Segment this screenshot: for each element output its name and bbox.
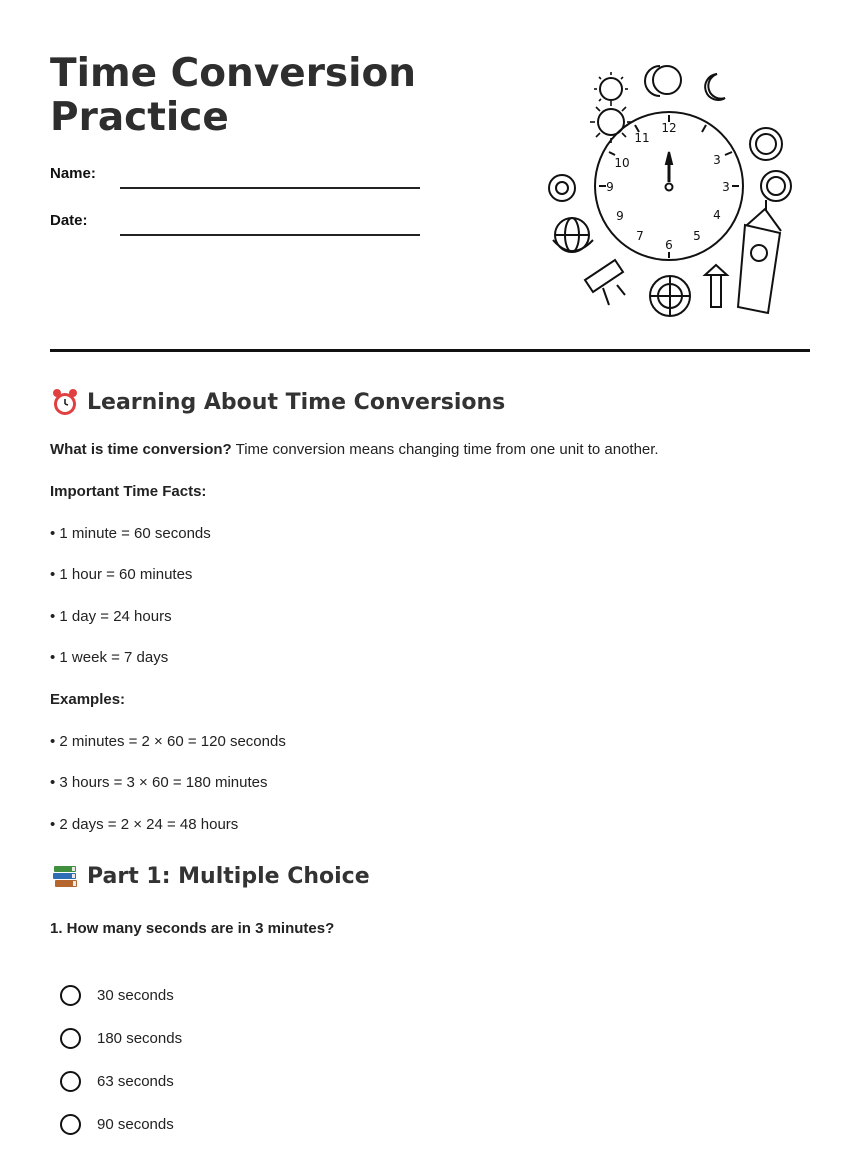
example-item: • 2 days = 2 × 24 = 48 hours — [50, 816, 239, 833]
books-icon — [50, 861, 80, 891]
option-63-seconds[interactable] — [60, 1071, 174, 1092]
title-line-2: Practice — [50, 95, 229, 140]
facts-heading: Important Time Facts: — [50, 483, 207, 500]
alarm-clock-icon — [50, 387, 80, 417]
option-180-seconds[interactable] — [60, 1028, 182, 1049]
intro-paragraph — [50, 441, 659, 458]
part1-heading-text: Part 1: Multiple Choice — [87, 863, 370, 889]
clock-numeral: 9 — [616, 209, 624, 223]
fact-item: • 1 day = 24 hours — [50, 608, 172, 625]
clock-numeral: 3 — [713, 153, 721, 167]
clock-numeral: 5 — [693, 229, 701, 243]
clock-numeral: 6 — [665, 238, 673, 252]
part1-heading — [50, 861, 370, 891]
option-label: 30 seconds — [97, 987, 174, 1004]
sundial-icon — [705, 265, 727, 275]
name-field[interactable] — [120, 187, 420, 189]
clock-tower-icon — [738, 225, 780, 313]
radio-button[interactable] — [60, 985, 81, 1006]
intro-text: Time conversion means changing time from one unit to another. — [231, 441, 659, 458]
fact-item: • 1 hour = 60 minutes — [50, 566, 193, 583]
title-line-1: Time Conversion — [50, 51, 417, 96]
learning-heading — [50, 387, 505, 417]
learning-heading-text: Learning About Time Conversions — [87, 389, 506, 415]
gear-icon — [549, 175, 575, 201]
question-1: 1. How many seconds are in 3 minutes? — [50, 920, 335, 937]
clock-numeral: 4 — [713, 208, 721, 222]
option-90-seconds[interactable] — [60, 1114, 174, 1135]
date-field[interactable] — [120, 234, 420, 236]
radio-button[interactable] — [60, 1028, 81, 1049]
clock-illustration — [535, 60, 805, 322]
clock-numeral: 10 — [614, 156, 630, 170]
option-label: 90 seconds — [97, 1116, 174, 1133]
option-label: 63 seconds — [97, 1073, 174, 1090]
page-title — [50, 52, 430, 140]
intro-question: What is time conversion? — [50, 441, 232, 458]
radio-button[interactable] — [60, 1071, 81, 1092]
fact-item: • 1 week = 7 days — [50, 649, 169, 666]
sun-icon — [598, 109, 624, 135]
examples-heading: Examples: — [50, 691, 126, 708]
stopwatch-icon — [761, 171, 791, 201]
pocket-watch-icon — [750, 128, 782, 160]
option-30-seconds[interactable] — [60, 985, 174, 1006]
example-item: • 2 minutes = 2 × 60 = 120 seconds — [50, 733, 286, 750]
fact-item: • 1 minute = 60 seconds — [50, 525, 211, 542]
option-label: 180 seconds — [97, 1030, 183, 1047]
name-label: Name: — [50, 165, 96, 182]
header-divider — [50, 349, 810, 352]
radio-button[interactable] — [60, 1114, 81, 1135]
clock-numeral: 7 — [636, 229, 644, 243]
clock-numeral: 3 — [722, 180, 730, 194]
crescent-moon-icon — [705, 74, 725, 100]
clock-numeral: 9 — [606, 180, 614, 194]
example-item: • 3 hours = 3 × 60 = 180 minutes — [50, 774, 268, 791]
clock-numeral: 12 — [661, 121, 677, 135]
date-label: Date: — [50, 212, 88, 229]
clock-numeral: 11 — [634, 131, 650, 145]
telescope-icon — [585, 260, 623, 292]
